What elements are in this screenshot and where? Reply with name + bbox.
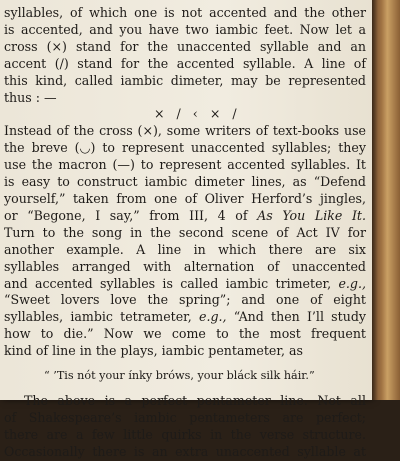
page-text — [4, 5, 366, 461]
text-line — [4, 208, 366, 225]
play-title: As You Like It. — [257, 207, 366, 223]
text-line: there are a few little quirks in the verse structure. — [4, 426, 366, 442]
text-fragment: “And then I’ll study — [233, 309, 366, 325]
text-line: thus : — — [4, 89, 57, 105]
text-line: The above is a perfect pentameter line. Not all — [24, 392, 366, 408]
text-line: is easy to construct iambic dimeter lines, as “Defend — [4, 174, 366, 190]
text-line: use the macron (—) to represent accented syllables. It — [4, 157, 366, 173]
text-line — [4, 276, 366, 293]
eg-abbrev: e.g., — [199, 309, 227, 325]
text-line: another example. A line in which there are six — [4, 241, 366, 257]
text-line: syllables arranged with alternation of unaccented — [4, 258, 366, 274]
text-line: syllables, of which one is not accented and the other — [4, 5, 366, 20]
text-line: this kind, called iambic dimeter, may be represented — [4, 72, 366, 88]
text-line: accent (/) stand for the accented syllable. A line of — [4, 55, 366, 71]
text-line: yourself,” taken from one of Oliver Herford’s jingles, — [4, 190, 366, 206]
text-line: the breve (◡) to represent unaccented syllables; they — [4, 140, 366, 156]
text-line: of Shakespeare’s iambic pentameters are perfect; — [4, 409, 366, 425]
text-line — [4, 309, 366, 326]
spacer — [4, 385, 366, 393]
text-line: Occasionally there is an extra unaccented syllable at — [4, 443, 366, 459]
gutter-shadow — [372, 0, 378, 400]
text-fragment: or “Begone, I say,” from III, 4 of — [4, 207, 248, 223]
text-line: Instead of the cross (×), some writers of text-books use — [4, 123, 366, 139]
text-line: Turn to the song in the second scene of Act IV for — [4, 224, 366, 240]
spacer — [4, 360, 366, 368]
eg-abbrev: e.g., — [338, 275, 366, 291]
text-line: is accented, and you have two iambic feet. Now let a — [4, 21, 366, 37]
text-line: cross (×) stand for the unaccented syllable and an — [4, 38, 366, 54]
text-line: how to die.” Now we come to the most frequent — [4, 326, 366, 342]
scansion-line: × / ‹ × / — [154, 106, 241, 122]
text-fragment: and accented syllables is called iambic trimeter, — [4, 275, 332, 291]
text-fragment: syllables, iambic tetrameter, — [4, 309, 192, 325]
quoted-verse-line: “ ’Tis nót your ínky bróws, your bláck silk háir.” — [44, 369, 315, 383]
text-line: “Sweet lovers love the spring”; and one of eight — [4, 292, 366, 308]
text-line: kind of line in the plays, iambic pentameter, as — [4, 343, 303, 359]
